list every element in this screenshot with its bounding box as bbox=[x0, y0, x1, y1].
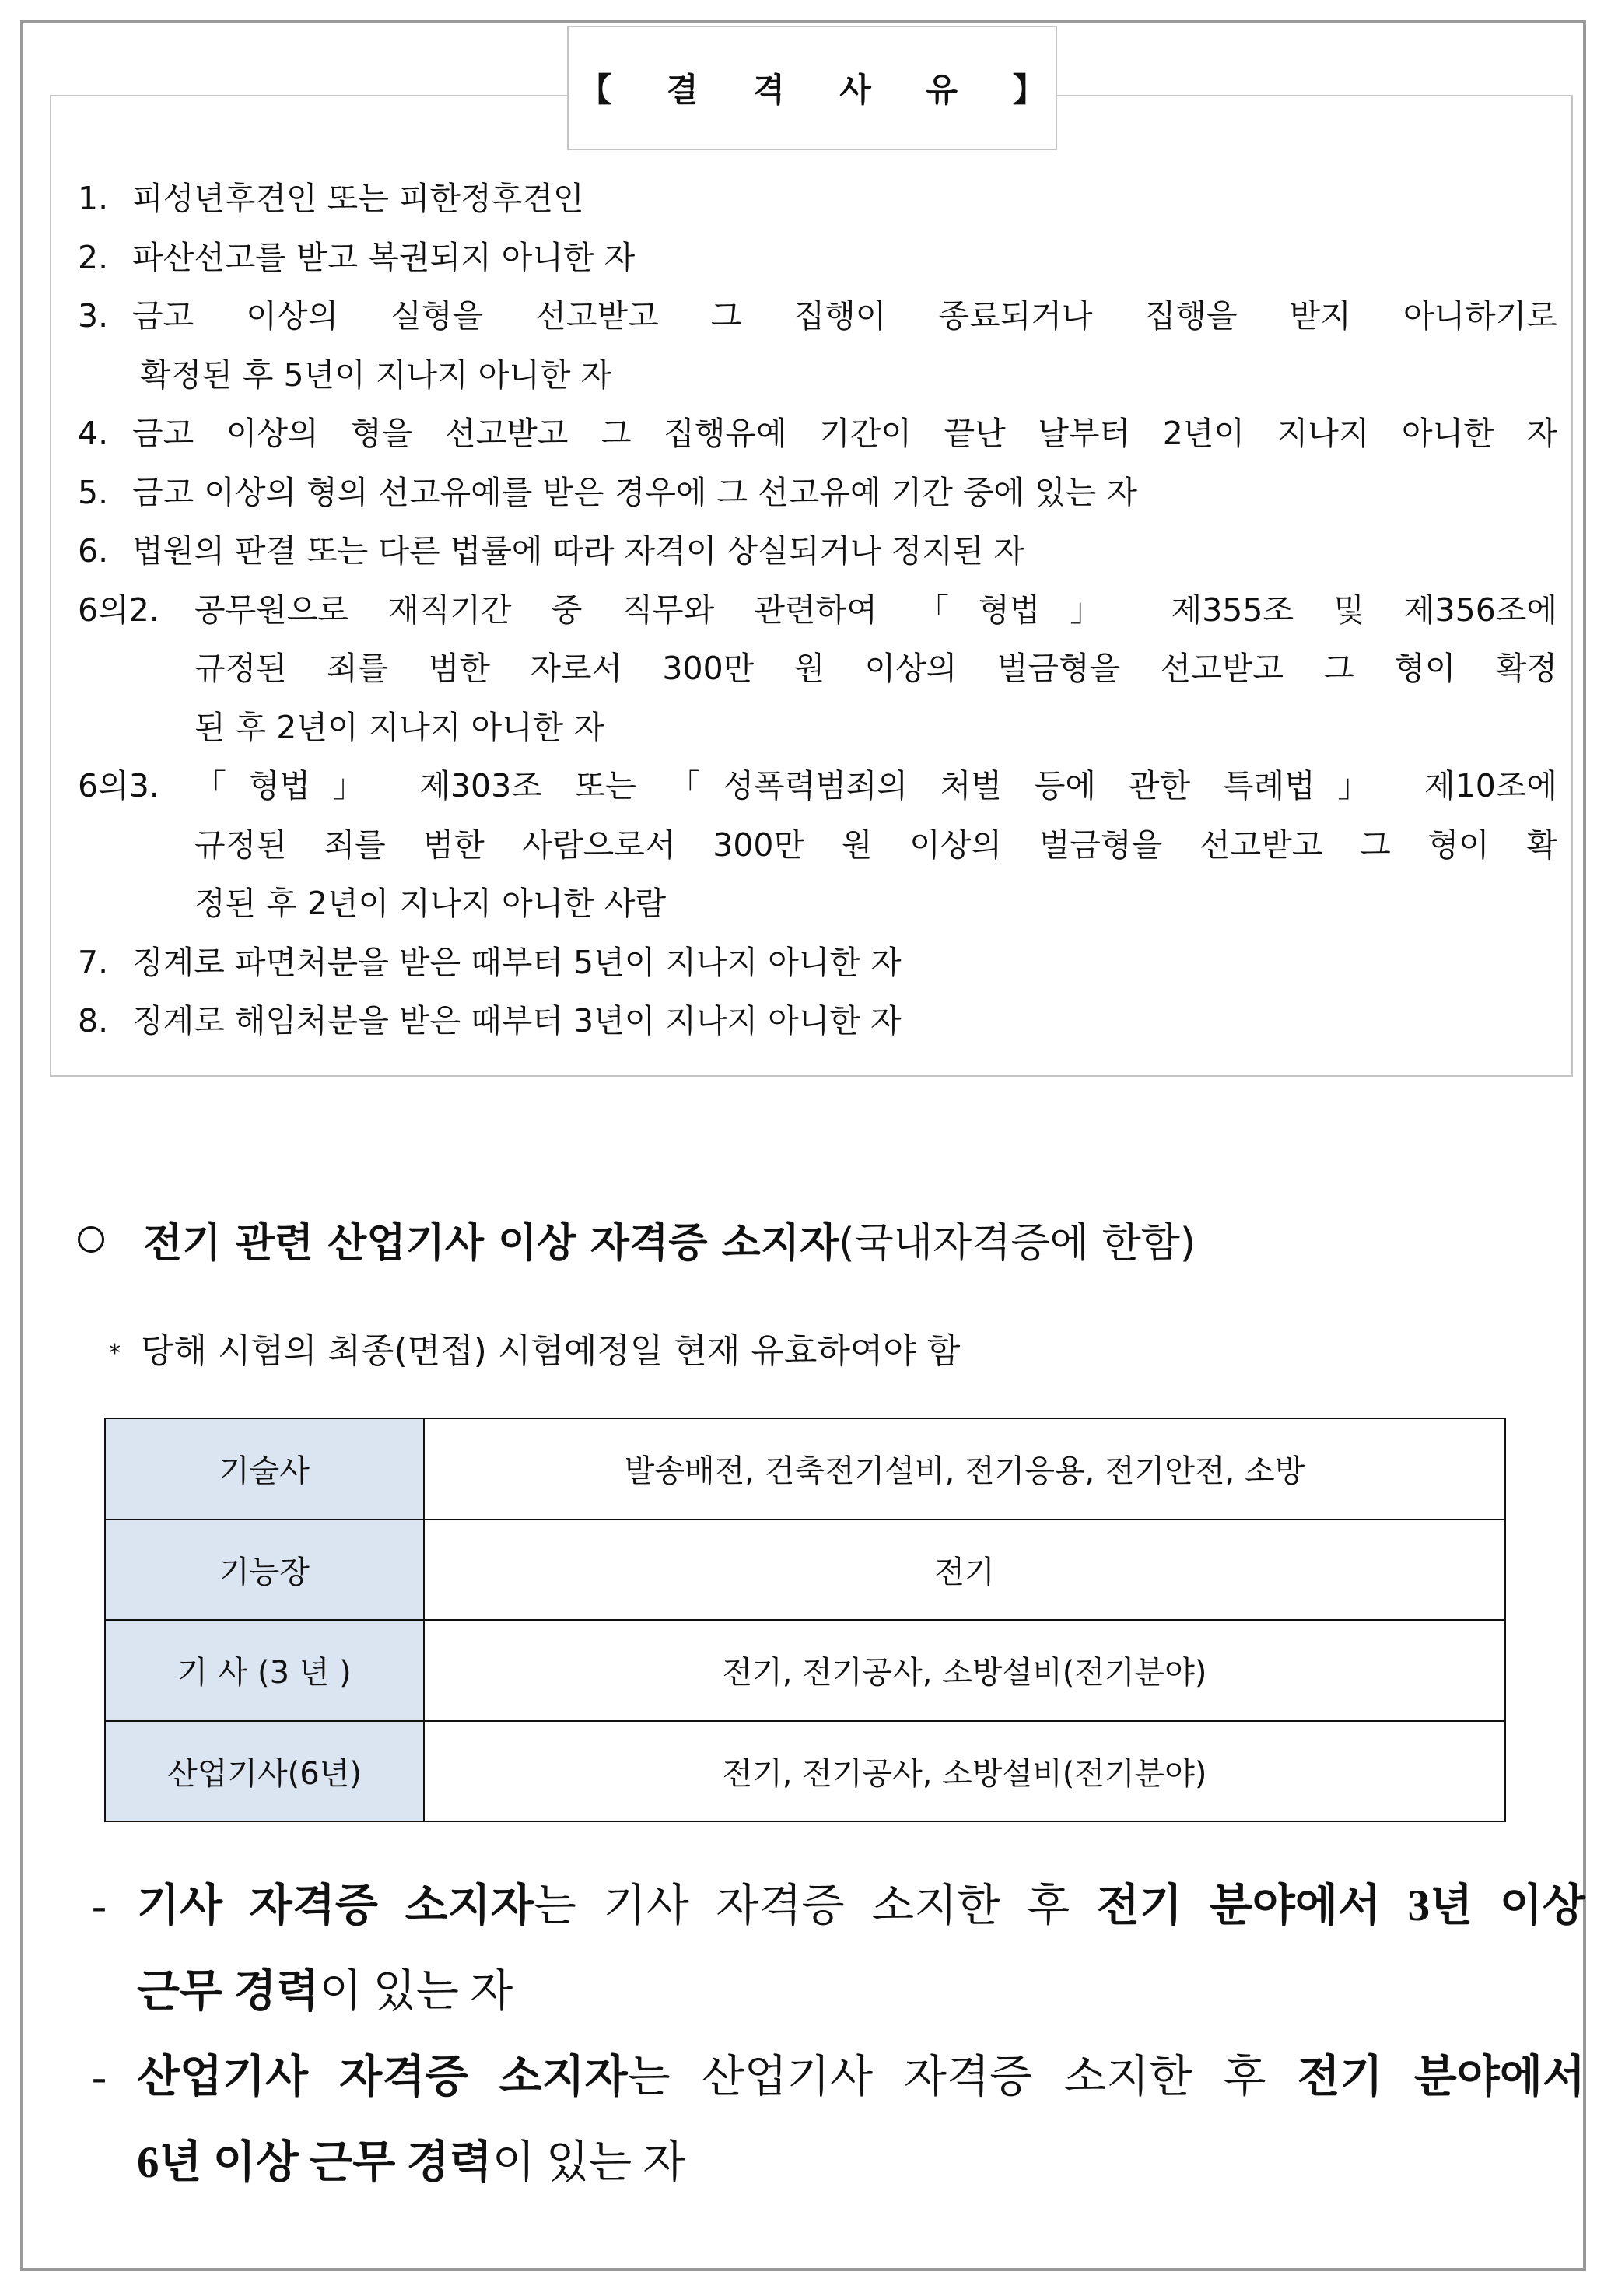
bullet-plain-text: 는 기사 자격증 소지한 후 bbox=[533, 1881, 1097, 1930]
bullet-bold-text: 전기 분야에서 3년 이상 bbox=[1096, 1881, 1585, 1930]
item-number: 1. bbox=[78, 180, 109, 217]
item-number: 6. bbox=[78, 532, 109, 570]
dash-bullet: - bbox=[92, 2052, 107, 2101]
bullet-bold-text: 전기 분야에서 bbox=[1297, 2052, 1585, 2101]
disqualification-list bbox=[78, 170, 1557, 1051]
list-item bbox=[78, 229, 1557, 288]
item-text-continuation: 확정된 후 5년이 지나지 아니한 자 bbox=[140, 356, 612, 394]
item-number: 5. bbox=[78, 473, 109, 511]
bullet-plain-text: 이 있는 자 bbox=[319, 1967, 513, 2016]
cert-level-cell: 기능장 bbox=[105, 1520, 424, 1621]
item-number: 3. bbox=[78, 297, 109, 335]
bullet-bold-text: 기사 자격증 소지자 bbox=[137, 1881, 534, 1930]
item-number: 8. bbox=[78, 1002, 109, 1039]
cert-fields-cell: 전기, 전기공사, 소방설비(전기분야) bbox=[424, 1620, 1505, 1721]
bullet-text bbox=[137, 2035, 1585, 2120]
item-number: 6의2. bbox=[78, 591, 159, 629]
cert-fields-cell: 전기 bbox=[424, 1520, 1505, 1621]
bullet-plain-text: 이 있는 자 bbox=[492, 2138, 686, 2187]
table-row bbox=[105, 1721, 1505, 1822]
item-text: 「형법」 제303조 또는 「성폭력범죄의 처벌 등에 관한 특례법」 제10조에 bbox=[194, 767, 1557, 804]
bullet-bold-text: 6년 이상 근무 경력 bbox=[137, 2138, 492, 2187]
list-item bbox=[78, 757, 1557, 816]
table-row bbox=[105, 1620, 1505, 1721]
item-text-continuation: 규정된 죄를 범한 자로서 300만 원 이상의 벌금형을 선고받고 그 형이 확정 bbox=[194, 650, 1557, 687]
requirement-bullets bbox=[92, 1863, 1585, 2206]
disqualification-title: 【 결 격 사 유 】 bbox=[579, 71, 1067, 109]
item-number: 7. bbox=[78, 943, 109, 981]
bullet-bold-text: 근무 경력 bbox=[137, 1967, 320, 2016]
bullet-continuation bbox=[92, 2120, 1585, 2206]
item-number: 4. bbox=[78, 415, 109, 452]
list-item bbox=[78, 170, 1557, 229]
section-heading-bold: 전기 관련 산업기사 이상 자격증 소지자 bbox=[143, 1220, 839, 1267]
list-item bbox=[78, 464, 1557, 523]
item-text: 법원의 판결 또는 다른 법률에 따라 자격이 상실되거나 정지된 자 bbox=[132, 532, 1025, 570]
cert-fields-cell: 발송배전, 건축전기설비, 전기응용, 전기안전, 소방 bbox=[424, 1418, 1505, 1520]
bullet-plain-text: 는 산업기사 자격증 소지한 후 bbox=[627, 2052, 1298, 2101]
section-heading-note: (국내자격증에 한함) bbox=[839, 1220, 1196, 1267]
item-text: 징계로 해임처분을 받은 때부터 3년이 지나지 아니한 자 bbox=[132, 1002, 902, 1039]
table-row bbox=[105, 1418, 1505, 1520]
section-heading bbox=[78, 1210, 1196, 1268]
list-item bbox=[78, 992, 1557, 1051]
list-item bbox=[78, 287, 1557, 346]
asterisk-icon: * bbox=[109, 1339, 121, 1367]
item-text: 피성년후견인 또는 피한정후견인 bbox=[132, 180, 584, 217]
item-text: 파산선고를 받고 복권되지 아니한 자 bbox=[132, 238, 636, 276]
dash-bullet: - bbox=[92, 1881, 107, 1930]
cert-level-cell: 기 사 (3 년 ) bbox=[105, 1620, 424, 1721]
item-text: 징계로 파면처분을 받은 때부터 5년이 지나지 아니한 자 bbox=[132, 943, 902, 981]
validity-note bbox=[109, 1323, 960, 1372]
certificate-table bbox=[104, 1418, 1506, 1822]
bullet-item bbox=[92, 2035, 1585, 2120]
disqualification-title-box bbox=[567, 26, 1067, 150]
list-item bbox=[78, 934, 1557, 993]
cert-fields-cell: 전기, 전기공사, 소방설비(전기분야) bbox=[424, 1721, 1505, 1822]
item-number: 6의3. bbox=[78, 767, 159, 804]
bullet-text bbox=[137, 1863, 1585, 1949]
item-text: 금고 이상의 형을 선고받고 그 집행유예 기간이 끝난 날부터 2년이 지나지 아니한 자 bbox=[132, 415, 1557, 452]
list-item bbox=[78, 581, 1557, 640]
item-text-continuation: 정된 후 2년이 지나지 아니한 사람 bbox=[194, 885, 667, 922]
list-item bbox=[78, 522, 1557, 581]
item-text: 금고 이상의 형의 선고유예를 받은 경우에 그 선고유예 기간 중에 있는 자 bbox=[132, 473, 1137, 511]
validity-note-text: 당해 시험의 최종(면접) 시험예정일 현재 유효하여야 함 bbox=[141, 1331, 961, 1371]
bullet-continuation bbox=[92, 1949, 1585, 2035]
circle-bullet-icon bbox=[78, 1226, 104, 1253]
item-text: 금고 이상의 실형을 선고받고 그 집행이 종료되거나 집행을 받지 아니하기로 bbox=[132, 297, 1557, 335]
cert-level-cell: 기술사 bbox=[105, 1418, 424, 1520]
list-item bbox=[78, 405, 1557, 464]
cert-level-cell: 산업기사(6년) bbox=[105, 1721, 424, 1822]
item-number: 2. bbox=[78, 238, 109, 276]
bullet-bold-text: 산업기사 자격증 소지자 bbox=[137, 2052, 628, 2101]
item-text-continuation: 규정된 죄를 범한 사람으로서 300만 원 이상의 벌금형을 선고받고 그 형이 확 bbox=[194, 826, 1557, 864]
table-row bbox=[105, 1520, 1505, 1621]
item-text-continuation: 된 후 2년이 지나지 아니한 자 bbox=[194, 708, 604, 746]
item-text: 공무원으로 재직기간 중 직무와 관련하여 「형법」 제355조 및 제356조에 bbox=[194, 591, 1557, 629]
bullet-item bbox=[92, 1863, 1585, 1949]
